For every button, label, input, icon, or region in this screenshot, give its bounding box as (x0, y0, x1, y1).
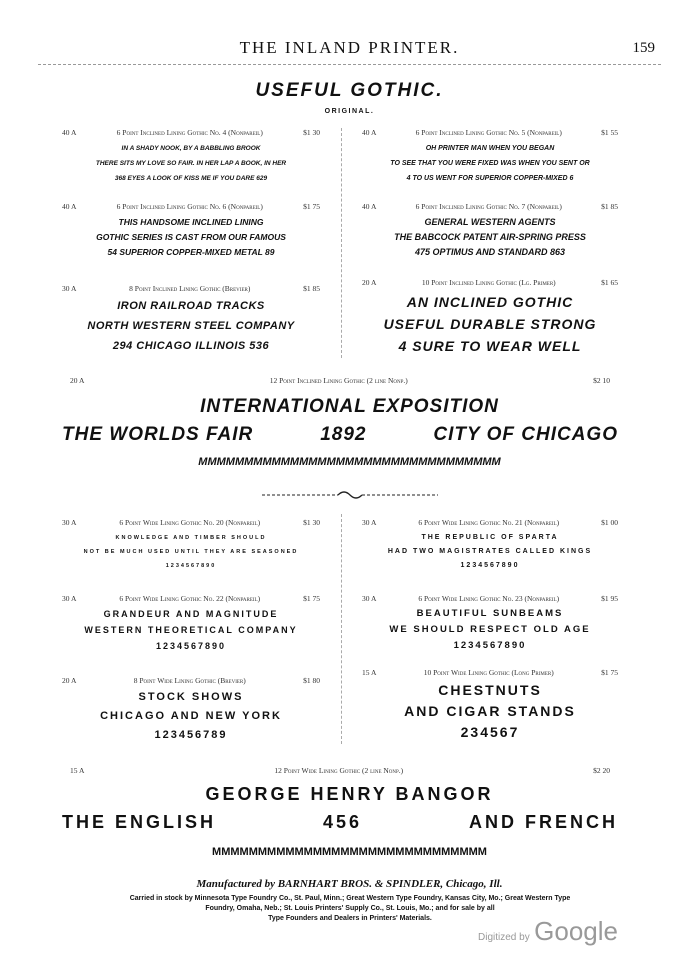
specimen-block (62, 676, 320, 745)
specimen-block (62, 202, 320, 260)
specimen-row (62, 424, 618, 446)
spec-row (62, 128, 320, 137)
page-subtitle: ORIGINAL. (324, 108, 375, 115)
digitized-watermark (478, 916, 618, 947)
column-divider (341, 128, 342, 358)
specimen-block (62, 594, 320, 654)
spec-quantity: 30 A (362, 594, 377, 603)
specimen-block (362, 594, 618, 654)
specimen-line: 1234567890 (460, 562, 520, 569)
specimen-line: 368 EYES A LOOK OF KISS ME IF YOU DARE 629 (114, 175, 268, 182)
specimen-block (62, 518, 320, 573)
spec-description: 6 Point Inclined Lining Gothic No. 4 (Nonpareil) (116, 128, 263, 137)
spec-price: $2 10 (593, 376, 610, 385)
spec-quantity: 20 A (70, 376, 85, 385)
spec-description: 6 Point Wide Lining Gothic No. 23 (Nonpareil) (418, 594, 560, 603)
specimen-lines (62, 606, 320, 654)
running-header: THE INLAND PRINTER. (239, 38, 460, 57)
spec-description: 12 Point Inclined Lining Gothic (2 line Nonp.) (269, 376, 408, 385)
spec-price: $1 95 (601, 594, 618, 603)
specimen-line: IN A SHADY NOOK, BY A BABBLING BROOK (121, 145, 261, 152)
spec-description: 8 Point Wide Lining Gothic (Brevier) (133, 676, 246, 685)
m-sample-line: MMMMMMMMMMMMMMMMMMMMMMMMMMMMMM (212, 846, 487, 858)
specimen-block (362, 278, 618, 357)
spec-row (70, 376, 610, 385)
stock-notice-line: Type Founders and Dealers in Printers' Materials. (268, 915, 432, 922)
specimen-line: CHESTNUTS (438, 682, 542, 698)
specimen-line: AND CIGAR STANDS (404, 703, 576, 719)
specimen-line: 1234567890 (165, 563, 217, 569)
specimen-lines (62, 296, 320, 356)
specimen-block (362, 518, 618, 573)
spec-description: 6 Point Wide Lining Gothic No. 20 (Nonpareil) (119, 518, 261, 527)
spec-price: $1 55 (601, 128, 618, 137)
specimen-line: THE REPUBLIC OF SPARTA (421, 534, 559, 541)
specimen-lines (62, 688, 320, 745)
specimen-row-left: THE WORLDS FAIR (62, 424, 254, 445)
specimen-row (62, 812, 618, 833)
spec-row (62, 594, 320, 603)
specimen-line: CHICAGO AND NEW YORK (100, 710, 282, 722)
header-rule (38, 64, 661, 65)
spec-description: 6 Point Inclined Lining Gothic No. 5 (Nonpareil) (415, 128, 562, 137)
spec-quantity: 15 A (362, 668, 377, 677)
spec-row (362, 128, 618, 137)
specimen-line: 54 SUPERIOR COPPER-MIXED METAL 89 (107, 247, 275, 257)
specimen-block (70, 376, 610, 385)
m-sample-line: MMMMMMMMMMMMMMMMMMMMMMMMMMMMMMMMM (198, 456, 501, 468)
specimen-block (362, 202, 618, 260)
spec-description: 8 Point Inclined Lining Gothic (Brevier) (129, 284, 251, 293)
specimen-lines (362, 141, 618, 186)
specimen-line: STOCK SHOWS (138, 691, 244, 703)
spec-row (62, 202, 320, 211)
specimen-lines (62, 141, 320, 186)
specimen-line: 123456789 (154, 729, 228, 741)
spec-quantity: 40 A (62, 128, 77, 137)
spec-row (362, 668, 618, 677)
specimen-line: OH PRINTER MAN WHEN YOU BEGAN (425, 145, 555, 152)
spec-quantity: 20 A (362, 278, 377, 287)
column-divider (341, 514, 342, 744)
spec-quantity: 30 A (62, 594, 77, 603)
specimen-line: GOTHIC SERIES IS CAST FROM OUR FAMOUS (96, 232, 286, 242)
specimen-line: 1234567890 (155, 641, 227, 651)
spec-row (70, 766, 610, 775)
specimen-line: THERE SITS MY LOVE SO FAIR. IN HER LAP A BOOK, IN HER (95, 160, 287, 167)
spec-price: $1 75 (303, 202, 320, 211)
spec-price: $1 85 (303, 284, 320, 293)
spec-quantity: 30 A (62, 284, 77, 293)
specimen-row-mid: 1892 (320, 424, 367, 445)
spec-description: 12 Point Wide Lining Gothic (2 line Nonp.) (274, 766, 404, 775)
specimen-line: HAD TWO MAGISTRATES CALLED KINGS (387, 548, 593, 555)
specimen-lines (362, 531, 618, 573)
page-title: USEFUL GOTHIC. (255, 80, 444, 101)
specimen-line: 294 CHICAGO ILLINOIS 536 (112, 340, 270, 352)
spec-row (362, 594, 618, 603)
specimen-line: AN INCLINED GOTHIC (406, 294, 574, 310)
spec-price: $1 30 (303, 128, 320, 137)
specimen-line: GRANDEUR AND MAGNITUDE (103, 609, 279, 619)
stock-notice-line: Foundry, Omaha, Neb.; St. Louis Printers' Supply Co., St. Louis, Mo.; and for sale by all (205, 905, 495, 912)
spec-description: 6 Point Inclined Lining Gothic No. 6 (Nonpareil) (116, 202, 263, 211)
spec-row (362, 278, 618, 287)
specimen-lines (62, 215, 320, 260)
specimen-lines (362, 215, 618, 260)
stock-notice-line: Carried in stock by Minnesota Type Foundry Co., St. Paul, Minn.; Great Western Type Foundry, Kansas City, Mo.; Great Western Type (129, 895, 571, 902)
specimen-lines (62, 531, 320, 573)
spec-quantity: 40 A (362, 128, 377, 137)
specimen-lines (362, 680, 618, 743)
specimen-line: NOT BE MUCH USED UNTIL THEY ARE SEASONED (83, 549, 299, 555)
specimen-row-left: THE ENGLISH (62, 812, 217, 832)
specimen-line: IRON RAILROAD TRACKS (117, 300, 265, 312)
watermark-logo: Google (534, 916, 618, 946)
spec-quantity: 30 A (62, 518, 77, 527)
specimen-block (70, 766, 610, 775)
spec-price: $1 80 (303, 676, 320, 685)
spec-quantity: 15 A (70, 766, 85, 775)
specimen-line: 475 OPTIMUS AND STANDARD 863 (414, 247, 566, 257)
spec-quantity: 40 A (62, 202, 77, 211)
spec-quantity: 20 A (62, 676, 77, 685)
specimen-line: THE BABCOCK PATENT AIR-SPRING PRESS (394, 232, 586, 242)
spec-row (362, 518, 618, 527)
specimen-line: GEORGE HENRY BANGOR (205, 784, 494, 804)
specimen-line: KNOWLEDGE AND TIMBER SHOULD (115, 535, 267, 541)
specimen-block (362, 668, 618, 743)
specimen-line: WESTERN THEORETICAL COMPANY (84, 625, 298, 635)
specimen-line: USEFUL DURABLE STRONG (383, 316, 597, 332)
specimen-line: GENERAL WESTERN AGENTS (424, 217, 556, 227)
spec-price: $1 00 (601, 518, 618, 527)
specimen-row-right: AND FRENCH (469, 812, 618, 832)
spec-quantity: 40 A (362, 202, 377, 211)
specimen-line: BEAUTIFUL SUNBEAMS (416, 608, 564, 619)
ornament-divider (260, 488, 440, 502)
specimen-line: THIS HANDSOME INCLINED LINING (118, 217, 264, 227)
spec-row (62, 284, 320, 293)
spec-description: 6 Point Wide Lining Gothic No. 22 (Nonpareil) (119, 594, 261, 603)
specimen-line: WE SHOULD RESPECT OLD AGE (389, 624, 591, 635)
specimen-line: INTERNATIONAL EXPOSITION (200, 396, 499, 417)
specimen-block (62, 128, 320, 186)
specimen-block (62, 284, 320, 356)
spec-price: $2 20 (593, 766, 610, 775)
spec-row (362, 202, 618, 211)
spec-description: 6 Point Inclined Lining Gothic No. 7 (Nonpareil) (415, 202, 562, 211)
specimen-line: 234567 (460, 724, 520, 740)
spec-row (62, 676, 320, 685)
spec-description: 6 Point Wide Lining Gothic No. 21 (Nonpareil) (418, 518, 560, 527)
specimen-lines (362, 291, 618, 357)
page-number: 159 (632, 40, 655, 56)
specimen-line: 4 TO US WENT FOR SUPERIOR COPPER-MIXED 6 (406, 175, 574, 182)
spec-price: $1 75 (303, 594, 320, 603)
watermark-small: Digitized by (478, 932, 530, 943)
spec-price: $1 65 (601, 278, 618, 287)
spec-price: $1 30 (303, 518, 320, 527)
spec-description: 10 Point Wide Lining Gothic (Long Primer) (423, 668, 554, 677)
specimen-row-right: CITY OF CHICAGO (433, 424, 618, 445)
spec-quantity: 30 A (362, 518, 377, 527)
spec-description: 10 Point Inclined Lining Gothic (Lg. Primer) (421, 278, 556, 287)
manufacturer-credit: Manufactured by BARNHART BROS. & SPINDLER, Chicago, Ill. (196, 878, 503, 890)
spec-price: $1 75 (601, 668, 618, 677)
spec-row (62, 518, 320, 527)
specimen-line: TO SEE THAT YOU WERE FIXED WAS WHEN YOU SENT OR (390, 160, 590, 167)
spec-price: $1 85 (601, 202, 618, 211)
specimen-line: NORTH WESTERN STEEL COMPANY (87, 320, 295, 332)
specimen-lines (362, 606, 618, 654)
specimen-block (362, 128, 618, 186)
specimen-line: 1234567890 (453, 640, 527, 651)
specimen-row-mid: 456 (322, 812, 363, 832)
specimen-line: 4 SURE TO WEAR WELL (398, 338, 582, 354)
